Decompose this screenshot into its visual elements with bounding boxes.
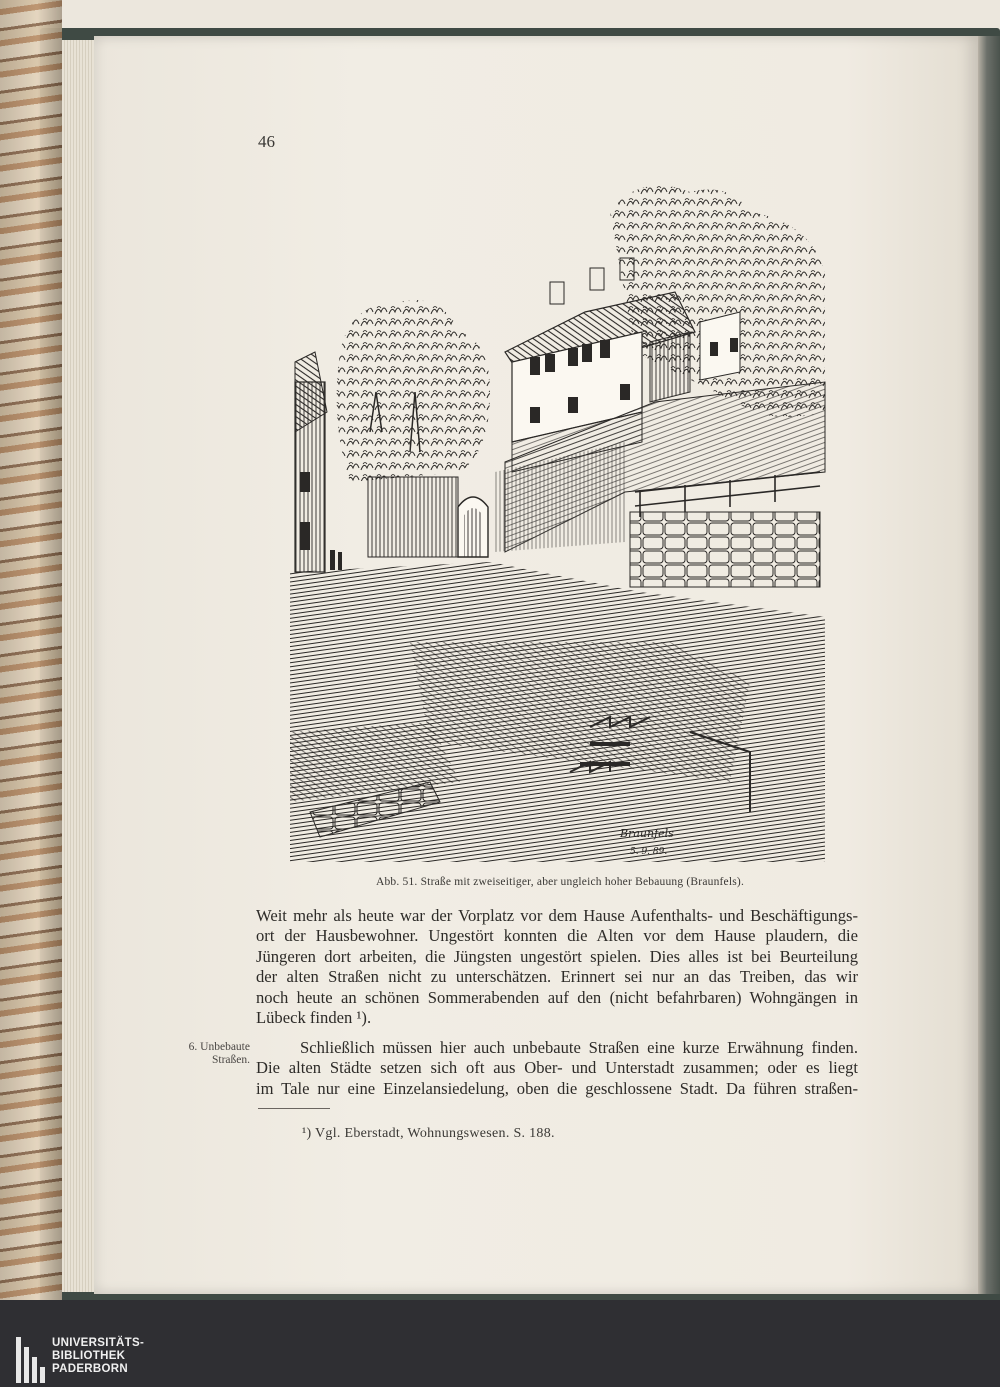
margin-note xyxy=(172,1041,250,1067)
logo-line: UNIVERSITÄTS- xyxy=(52,1337,145,1349)
text-line: Jüngeren dort arbeiten, die Jüngsten ungestört spielen. Dies alles ist bei Beurteilung xyxy=(256,946,858,966)
footnote: ¹) Vgl. Eberstadt, Wohnungswesen. S. 188. xyxy=(302,1126,555,1141)
text-line: der alten Straßen nicht zu unterschätzen. Erinnert sei nur an das Treiben, das wir xyxy=(256,967,858,987)
logo-line: BIBLIOTHEK xyxy=(52,1350,126,1362)
page-stack-edge xyxy=(62,40,98,1292)
library-logo-icon xyxy=(16,1337,46,1383)
street-illustration xyxy=(290,172,830,862)
artist-signature: Braunfels xyxy=(620,827,674,840)
text-line: Die alten Städte setzen sich oft aus Ober- und Unterstadt zusammen; oder es liegt xyxy=(256,1058,858,1078)
stone-wall xyxy=(630,512,820,587)
page-number: 46 xyxy=(258,132,275,151)
logo-line: PADERBORN xyxy=(52,1363,128,1375)
paragraph-2 xyxy=(256,1038,858,1099)
signature-date: 5. 9. 89. xyxy=(630,847,668,857)
text-line: noch heute an schönen Sommerabenden auf den (nicht befahrbaren) Wohngängen in xyxy=(256,987,858,1007)
text-line: im Tale nur eine Einzelansiedelung, oben die geschlossene Stadt. Da führen straßen- xyxy=(256,1078,858,1098)
next-page-edge xyxy=(978,36,1000,1294)
marbled-edge xyxy=(0,0,62,1300)
paragraph-1 xyxy=(256,906,858,1028)
text-line: Weit mehr als heute war der Vorplatz vor dem Hause Aufenthalts- und Beschäftigungs- xyxy=(256,906,858,925)
library-logo xyxy=(16,1337,144,1383)
margin-note-line: Straßen. xyxy=(211,1054,250,1066)
figure-caption: Abb. 51. Straße mit zweiseitiger, aber ungleich hoher Bebauung (Braunfels). xyxy=(375,876,745,888)
text-line: Lübeck finden ¹). xyxy=(256,1008,372,1028)
text-line: ort der Hausbewohner. Ungestört konnten die Alten vor dem Hause plaudern, die xyxy=(256,926,858,946)
pen-drawing-braunfels xyxy=(290,172,830,862)
scanner-footer xyxy=(0,1300,1000,1387)
library-logo-text xyxy=(52,1337,144,1376)
margin-note-line: 6. Unbebaute xyxy=(188,1041,250,1053)
tree-left xyxy=(337,300,490,482)
text-line: Schließlich müssen hier auch unbebaute Straßen eine kurze Erwähnung finden. xyxy=(300,1038,858,1057)
footnote-rule xyxy=(258,1108,330,1109)
